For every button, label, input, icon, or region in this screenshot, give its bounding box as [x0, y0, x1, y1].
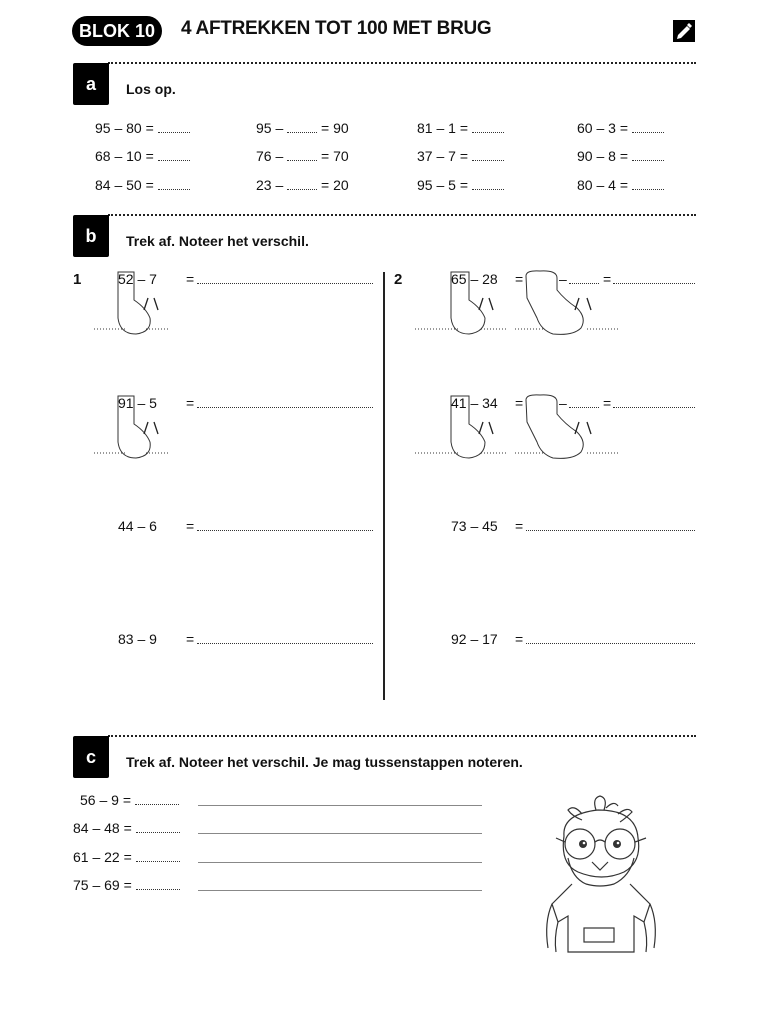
blok-badge: BLOK 10 — [72, 16, 162, 46]
exercise-a-1-2: 95 – = 90 — [256, 120, 349, 136]
dash-sign: – — [559, 271, 567, 287]
answer-blank[interactable] — [158, 177, 190, 190]
answer-line[interactable] — [613, 283, 695, 284]
exercise-number-2: 2 — [394, 271, 403, 288]
exercise-a-3-1: 84 – 50 = — [95, 177, 190, 193]
answer-blank[interactable] — [287, 148, 317, 161]
answer-blank[interactable] — [136, 877, 180, 890]
answer-line[interactable] — [197, 643, 373, 644]
work-line[interactable] — [198, 805, 482, 806]
answer-blank[interactable] — [135, 792, 179, 805]
exercise-number-1: 1 — [73, 271, 82, 288]
exercise-b-1-1: 52 – 7 — [118, 271, 157, 287]
answer-blank[interactable] — [632, 177, 664, 190]
exercise-a-2-4: 90 – 8 = — [577, 148, 664, 164]
exercise-c-4: 75 – 69 = — [73, 877, 180, 893]
exercise-a-3-4: 80 – 4 = — [577, 177, 664, 193]
column-divider — [383, 272, 385, 700]
work-line[interactable] — [198, 890, 482, 891]
section-divider — [108, 62, 696, 64]
exercise-a-3-3: 95 – 5 = — [417, 177, 504, 193]
equals-sign: = — [186, 631, 195, 647]
answer-line[interactable] — [526, 530, 695, 531]
answer-blank[interactable] — [136, 820, 180, 833]
exercise-a-1-3: 81 – 1 = — [417, 120, 504, 136]
exercise-b-2-1: 65 – 28 — [451, 271, 498, 287]
exercise-b-1-2: 91 – 5 — [118, 395, 157, 411]
answer-line[interactable] — [197, 407, 373, 408]
exercise-c-3: 61 – 22 = — [73, 849, 180, 865]
exercise-b-1-4: 83 – 9 — [118, 631, 157, 647]
section-divider — [108, 214, 696, 216]
section-b-instruction: Trek af. Noteer het verschil. — [126, 233, 309, 249]
exercise-b-2-3: 73 – 45 — [451, 518, 498, 534]
work-line[interactable] — [198, 833, 482, 834]
exercise-b-1-3: 44 – 6 — [118, 518, 157, 534]
answer-line[interactable] — [613, 407, 695, 408]
equals-sign: = — [186, 518, 195, 534]
work-line[interactable] — [198, 862, 482, 863]
exercise-a-1-4: 60 – 3 = — [577, 120, 664, 136]
split-diagram — [415, 392, 625, 462]
answer-blank[interactable] — [472, 148, 504, 161]
answer-blank[interactable] — [287, 120, 317, 133]
answer-line[interactable] — [197, 283, 373, 284]
split-diagram — [94, 392, 174, 462]
exercise-a-1-1: 95 – 80 = — [95, 120, 190, 136]
split-diagram — [94, 268, 174, 338]
pencil-icon — [673, 20, 695, 42]
section-c-badge: c — [73, 736, 109, 778]
answer-blank[interactable] — [287, 177, 317, 190]
exercise-a-2-3: 37 – 7 = — [417, 148, 504, 164]
equals-sign: = — [515, 395, 524, 411]
equals-sign: = — [603, 271, 612, 287]
answer-blank[interactable] — [632, 120, 664, 133]
exercise-a-2-1: 68 – 10 = — [95, 148, 190, 164]
exercise-a-3-2: 23 – = 20 — [256, 177, 349, 193]
exercise-c-2: 84 – 48 = — [73, 820, 180, 836]
equals-sign: = — [186, 271, 195, 287]
exercise-c-1: 56 – 9 = — [80, 792, 179, 808]
exercise-b-2-2: 41 – 34 — [451, 395, 498, 411]
equals-sign: = — [603, 395, 612, 411]
answer-blank[interactable] — [472, 177, 504, 190]
split-diagram — [415, 268, 625, 338]
answer-blank[interactable] — [472, 120, 504, 133]
section-a-badge: a — [73, 63, 109, 105]
answer-line[interactable] — [526, 643, 695, 644]
equals-sign: = — [186, 395, 195, 411]
section-divider — [108, 735, 696, 737]
section-a-instruction: Los op. — [126, 81, 176, 97]
page-title: 4 AFTREKKEN TOT 100 MET BRUG — [181, 18, 492, 39]
section-c-instruction: Trek af. Noteer het verschil. Je mag tussenstappen noteren. — [126, 754, 523, 770]
answer-blank[interactable] — [136, 849, 180, 862]
exercise-b-2-4: 92 – 17 — [451, 631, 498, 647]
answer-blank[interactable] — [158, 120, 190, 133]
owl-mascot-icon — [538, 792, 666, 962]
equals-sign: = — [515, 631, 524, 647]
dash-sign: – — [559, 395, 567, 411]
answer-blank[interactable] — [158, 148, 190, 161]
equals-sign: = — [515, 271, 524, 287]
section-b-badge: b — [73, 215, 109, 257]
answer-blank[interactable] — [632, 148, 664, 161]
answer-line[interactable] — [197, 530, 373, 531]
equals-sign: = — [515, 518, 524, 534]
exercise-a-2-2: 76 – = 70 — [256, 148, 349, 164]
